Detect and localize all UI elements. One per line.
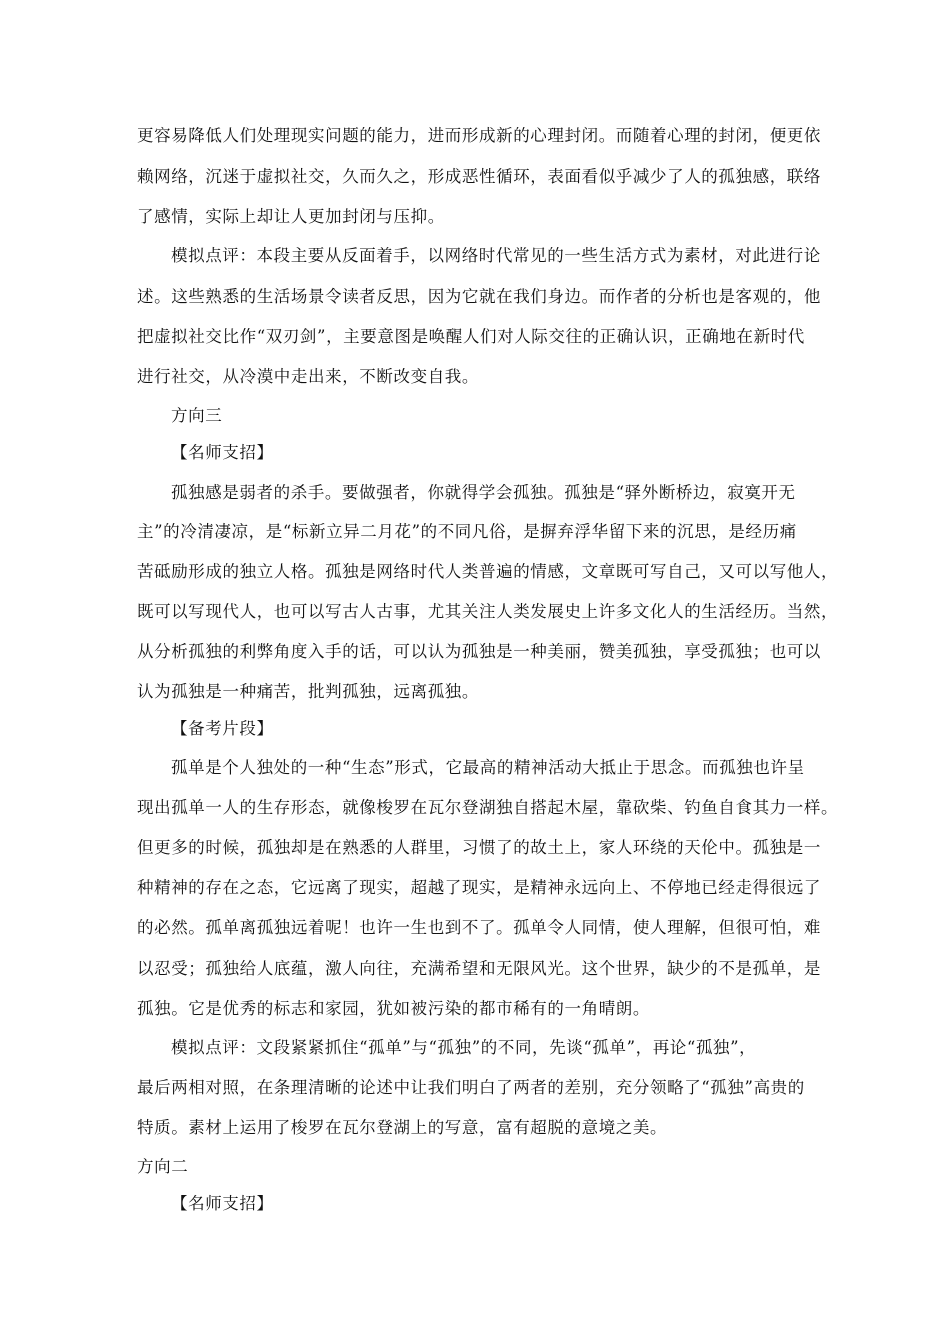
text-line: 的必然。孤单离孤独远着呢！也许一生也到不了。孤单令人同情，使人理解，但很可怕，难: [137, 918, 821, 937]
section-subheading: 【备考片段】: [171, 719, 274, 738]
text-line: 最后两相对照，在条理清晰的论述中让我们明白了两者的差别，充分领略了“孤独”高贵的: [137, 1078, 805, 1097]
text-line: 赖网络，沉迷于虚拟社交，久而久之，形成恶性循环，表面看似乎减少了人的孤独感，联络: [137, 167, 821, 186]
text-line: 主”的冷清凄凉，是“标新立异二月花”的不同凡俗，是摒弃浮华留下来的沉思，是经历痛: [137, 522, 797, 541]
section-heading: 方向三: [171, 406, 223, 425]
text-line: 更容易降低人们处理现实问题的能力，进而形成新的心理封闭。而随着心理的封闭，便更依: [137, 126, 821, 145]
text-line: 特质。素材上运用了梭罗在瓦尔登湖上的写意，富有超脱的意境之美。: [137, 1118, 668, 1137]
text-line: 既可以写现代人，也可以写古人古事，尤其关注人类发展史上许多文化人的生活经历。当然，: [137, 602, 839, 621]
text-line: 进行社交，从冷漠中走出来，不断改变自我。: [137, 367, 479, 386]
text-line: 孤单是个人独处的一种“生态”形式，它最高的精神活动大抵止于思念。而孤独也许呈: [171, 758, 805, 777]
text-line: 了感情，实际上却让人更加封闭与压抑。: [137, 207, 445, 226]
text-line: 把虚拟社交比作“双刃剑”，主要意图是唤醒人们对人际交往的正确认识，正确地在新时代: [137, 327, 805, 346]
text-line: 模拟点评：文段紧紧抓住“孤单”与“孤独”的不同，先谈“孤单”，再论“孤独”，: [171, 1038, 757, 1057]
text-line: 现出孤单一人的生存形态，就像梭罗在瓦尔登湖独自搭起木屋，靠砍柴、钓鱼自食其力一样。: [137, 798, 839, 817]
section-heading: 方向二: [137, 1157, 189, 1176]
text-line: 模拟点评：本段主要从反面着手，以网络时代常见的一些生活方式为素材，对此进行论: [171, 246, 821, 265]
text-line: 孤独。它是优秀的标志和家园，犹如被污染的都市稀有的一角晴朗。: [137, 999, 650, 1018]
text-line: 述。这些熟悉的生活场景令读者反思，因为它就在我们身边。而作者的分析也是客观的，他: [137, 287, 821, 306]
text-line: 从分析孤独的利弊角度入手的话，可以认为孤独是一种美丽，赞美孤独，享受孤独；也可以: [137, 642, 821, 661]
text-line: 认为孤独是一种痛苦，批判孤独，远离孤独。: [137, 682, 479, 701]
section-subheading: 【名师支招】: [171, 1194, 274, 1213]
text-line: 苦砥励形成的独立人格。孤独是网络时代人类普遍的情感，文章既可写自己，又可以写他人，: [137, 562, 839, 581]
text-line: 孤独感是弱者的杀手。要做强者，你就得学会孤独。孤独是“驿外断桥边，寂寞开无: [171, 483, 796, 502]
text-line: 以忍受；孤独给人底蕴，激人向往，充满希望和无限风光。这个世界，缺少的不是孤单，是: [137, 959, 821, 978]
section-subheading: 【名师支招】: [171, 443, 274, 462]
text-line: 种精神的存在之态，它远离了现实，超越了现实，是精神永远向上、不停地已经走得很远了: [137, 878, 821, 897]
text-line: 但更多的时候，孤独却是在熟悉的人群里，习惯了的故土上，家人环绕的天伦中。孤独是一: [137, 838, 821, 857]
